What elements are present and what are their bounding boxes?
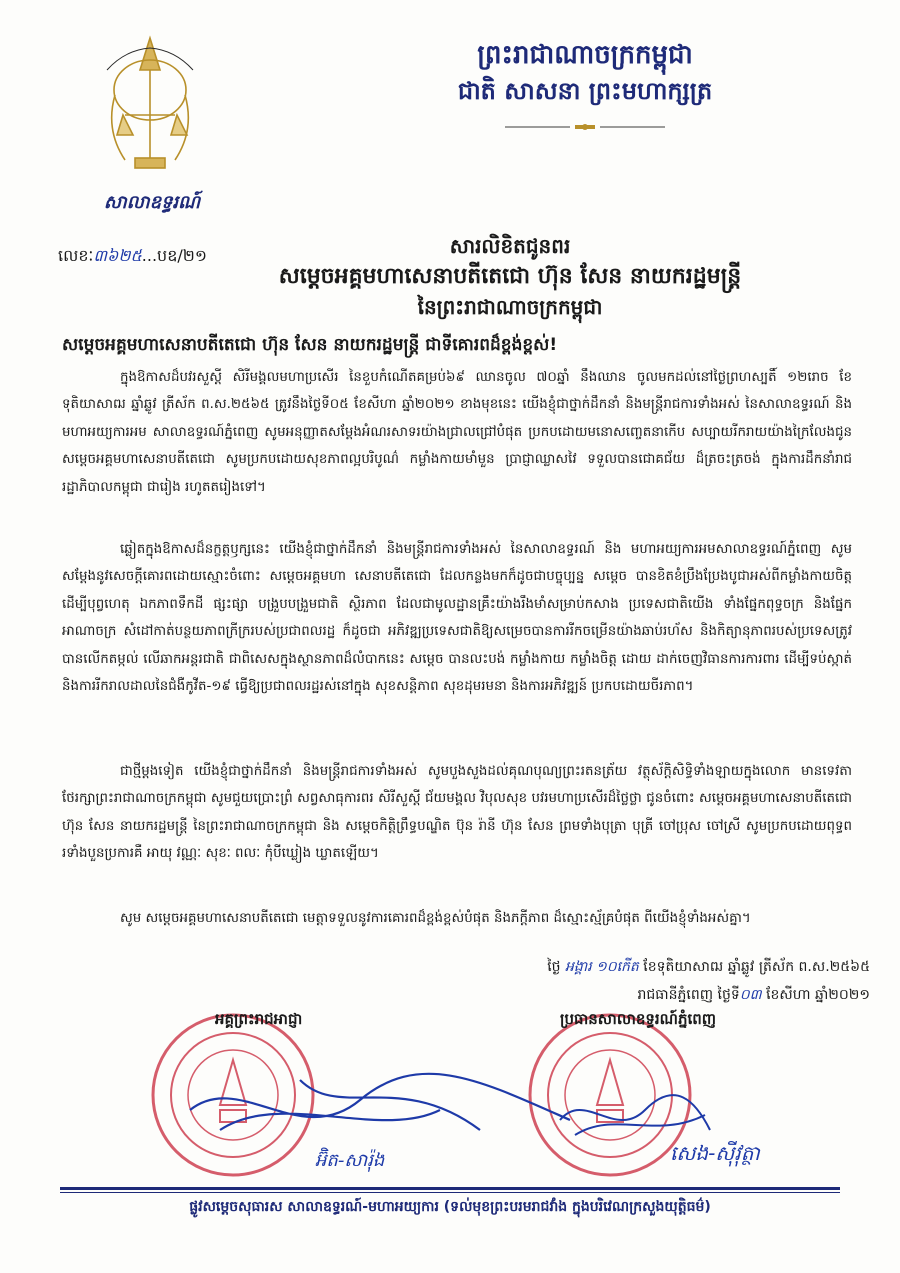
- handwritten-signature-icon: [180, 1050, 580, 1160]
- lunar-date: ថ្ងៃ អង្គារ ១០កើត ខែទុតិយាសាឍ ឆ្នាំឆ្លូវ ត្រីស័ក ព.ស.២៥៦៥: [547, 959, 870, 975]
- kingdom-header: ព្រះរាជាណាចក្រកម្ពុជា: [477, 40, 693, 70]
- divider-ornament-icon: [505, 122, 665, 132]
- paragraph-1: ក្នុងឱកាសដ៏បវរសួស្តី សិរីមង្គលមហាប្រសើរ នៃខួបកំណើតគម្រប់៦៩ ឈានចូល ៧០ឆ្នាំ នឹងឈាន ចូលមកដល់នៅថ្ងៃព្រហស្បតិ៍ ១២រោច ខែទុតិយាសាឍ ឆ្នាំឆ្លូវ ត្រីស័ក ព.ស.២៥៦៥ ត្រូវនឹងថ្ងៃទី០៥ ខែសីហា ឆ្នាំ២០២១ ខាងមុខនេះ យើងខ្ញុំជាថ្នាក់ដឹកនាំ និងមន្ត្រីរាជការទាំងអស់ នៃសាលាឧទ្ធរណ៍ និងមហាអយ្យការអម សាលាឧទ្ធរណ៍ភ្នំពេញ សូមអនុញ្ញាតសម្តែងអំណរសាទរយ៉ាងជ្រាលជ្រៅបំផុត ប្រកបដោយមនោសញ្ចេតនាកើប សប្បាយរីករាយយ៉ាងក្រៃលែងជូន សម្តេចអគ្គមហាសេនាបតីតេជោ សូមប្រកបដោយសុខភាពល្អបរិបូណ៌ កម្លាំងកាយមាំមួន ប្រាជ្ញាឈ្លាសវៃ ទទួលបានជោគជ័យ ដ៏ត្រចះត្រចង់ ក្នុងការដឹកនាំរាជរដ្ឋាភិបាលកម្ពុជា ជារៀង រហូតតរៀងទៅ។: [62, 370, 852, 495]
- paragraph-4: សូម សម្តេចអគ្គមហាសេនាបតីតេជោ មេត្តាទទួលនូវការគោរពដ៏ខ្ពង់ខ្ពស់បំផុត និងភក្តីភាព ដ៏ស្មោះស្ម័គ្របំផុត ពីយើងខ្ញុំទាំងអស់គ្នា។: [120, 911, 751, 926]
- reference-number: [58, 245, 207, 269]
- ref-number-handwritten: ៣៦២៥: [93, 246, 142, 265]
- left-signatory-title: អគ្គព្រះរាជអាជ្ញា: [215, 1010, 303, 1028]
- motto-header: ជាតិ សាសនា ព្រះមហាក្សត្រ: [457, 77, 713, 105]
- solar-date: រាជធានីភ្នំពេញ ថ្ងៃទី០៣ ខែសីហា ឆ្នាំ២០២១: [637, 987, 870, 1003]
- ref-prefix: លេខៈ: [58, 246, 94, 265]
- salutation: សម្តេចអគ្គមហាសេនាបតីតេជោ ហ៊ុន សែន នាយករដ្ឋមន្ត្រី ជាទីគោរពដ៏ខ្ពង់ខ្ពស់!: [62, 335, 558, 355]
- lunar-date-handwritten: អង្គារ ១០កើត: [564, 959, 639, 975]
- footer-divider: [60, 1187, 840, 1190]
- footer-divider-thin: [60, 1192, 840, 1193]
- letter-recipient: សម្តេចអគ្គមហាសេនាបតីតេជោ ហ៊ុន សែន នាយករដ្ឋមន្ត្រី: [278, 264, 742, 289]
- paragraph-2: ឆ្លៀតក្នុងឱកាសដ៏នក្ខត្តឫក្សនេះ យើងខ្ញុំជាថ្នាក់ដឹកនាំ និងមន្ត្រីរាជការទាំងអស់ នៃសាលាឧទ្ធរណ៍ និង មហាអយ្យការអមសាលាឧទ្ធរណ៍ភ្នំពេញ សូមសម្តែងនូវសេចក្តីគោរពដោយស្មោះចំពោះ សម្តេចអគ្គមហា សេនាបតីតេជោ ដែលកន្លងមកក៏ដូចជាបច្ចុប្បន្ន សម្តេច បានខិតខំប្រឹងប្រែងបូជាអស់ពីកម្លាំងកាយចិត្ត ដើម្បីបុព្វហេតុ ឯកភាពទឹកដី ផ្សះផ្សា បង្រួបបង្រួមជាតិ ស្ថិរភាព ដែលជាមូលដ្ឋានគ្រឹះយ៉ាងរឹងមាំសម្រាប់កសាង ប្រទេសជាតិយើង ទាំងផ្នែកពុទ្ធចក្រ និងផ្នែកអាណាចក្រ សំដៅកាត់បន្ថយភាពក្រីក្ររបស់ប្រជាពលរដ្ឋ ក៏ដូចជា អភិវឌ្ឍប្រទេសជាតិឱ្យសម្រេចបានការរីកចម្រើនយ៉ាងឆាប់រហ័ស និងកិត្យានុភាពរបស់ប្រទេសត្រូវបានលើកតម្កល់ លើឆាកអន្តរជាតិ ជាពិសេសក្នុងស្ថានភាពដ៏លំបាកនេះ សម្តេច បានលះបង់ កម្លាំងកាយ កម្លាំងចិត្ត ដោយ ដាក់ចេញវិធានការការពារ ដើម្បីទប់ស្កាត់ និងការរីករាលដាលនៃជំងឺកូវីត-១៩ ធ្វើឱ្យប្រជាពលរដ្ឋរស់នៅក្នុង សុខសន្តិភាព សុខដុមរមនា និងការអភិវឌ្ឍន៍ ប្រកបដោយចីរភាព។: [62, 542, 852, 695]
- royal-emblem-icon: [95, 30, 205, 180]
- letter-recipient-country: នៃព្រះរាជាណាចក្រកម្ពុជា: [417, 295, 603, 319]
- right-signatory-name: សេង-ស៊ីវុត្ថា: [670, 1141, 760, 1165]
- letter-title: សារលិខិតជូនពរ: [449, 234, 571, 258]
- left-signatory-name: អ៊ិត-សារ៉ុង: [315, 1150, 385, 1171]
- solar-date-handwritten: ០៣: [739, 987, 762, 1003]
- ref-suffix: ...បឧ/២១: [141, 246, 207, 265]
- paragraph-3: ជាថ្មីម្តងទៀត យើងខ្ញុំជាថ្នាក់ដឹកនាំ និងមន្ត្រីរាជការទាំងអស់ សូមបួងសួងដល់គុណបុណ្យព្រះរតនត្រ័យ វត្ថុស័ក្តិសិទ្ធិទាំងឡាយក្នុងលោក មានទេវតាថែរក្សាព្រះរាជាណាចក្រកម្ពុជា សូមជួយប្រោះព្រំ សព្វសាធុការពរ សិរីសួស្តី ជ័យមង្គល វិបុលសុខ បវរមហាប្រសើរដ៏ថ្លៃថ្លា ជូនចំពោះ សម្តេចអគ្គមហាសេនាបតីតេជោ ហ៊ុន សែន នាយករដ្ឋមន្ត្រី នៃព្រះរាជាណាចក្រកម្ពុជា និង សម្តេចកិត្តិព្រឹទ្ធបណ្ឌិត ប៊ុន រ៉ានី ហ៊ុន សែន ព្រមទាំងបុត្រា បុត្រី ចៅប្រុស ចៅស្រី សូមប្រកបដោយពុទ្ធពរទាំងបួនប្រការគឺ អាយុ វណ្ណៈ សុខៈ ពលៈ កុំបីឃ្លៀង ឃ្លាតឡើយ។: [62, 764, 852, 862]
- institution-name: សាលាឧទ្ធរណ៍: [103, 192, 201, 213]
- footer-address: ផ្លូវសម្តេចសុធារស សាលាឧទ្ធរណ៍-មហាអយ្យការ (ទល់មុខព្រះបរមរាជវាំង ក្នុងបរិវេណក្រសួងយុត្តិធម៌): [189, 1199, 711, 1215]
- right-signatory-title: ប្រធានសាលាឧទ្ធរណ៍ភ្នំពេញ: [560, 1010, 717, 1028]
